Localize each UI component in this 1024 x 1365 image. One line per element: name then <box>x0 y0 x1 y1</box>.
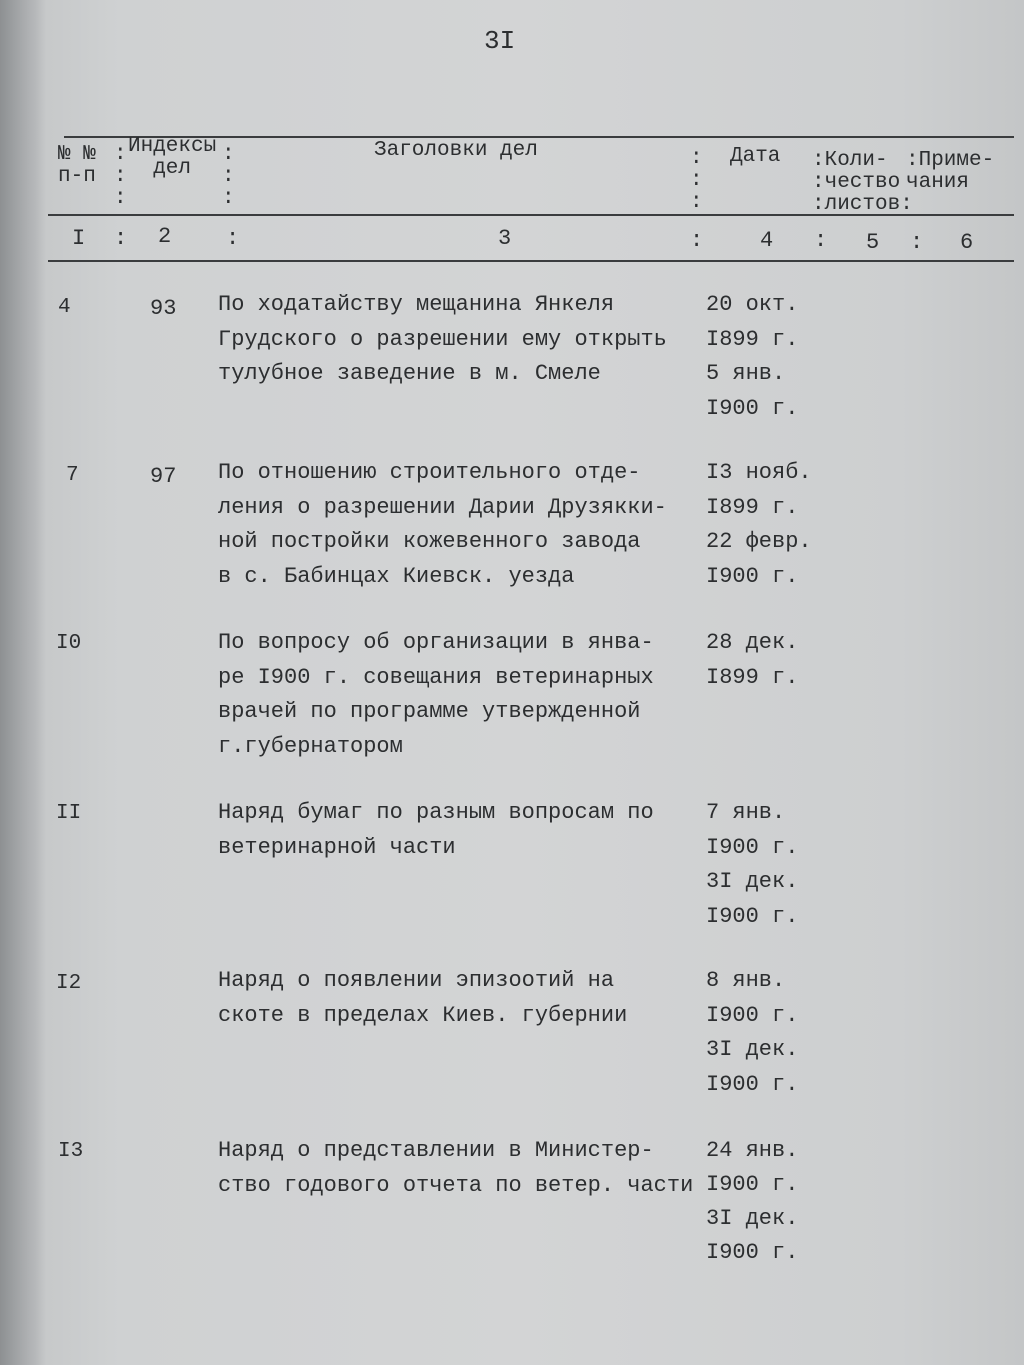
row-title: Наряд о появлении эпизоотий на скоте в пределах Киев. губернии <box>218 968 628 1028</box>
row-number: I0 <box>56 632 82 655</box>
column-number-1: I <box>72 226 86 251</box>
row-date: 28 дек. I899 г. <box>706 630 799 690</box>
header-date: Дата <box>730 145 781 168</box>
row-title: По вопросу об организации в янва- ре I900 г. совещания ветеринарных врачей по программе утвержденной г.губернатором <box>218 630 654 759</box>
header-indexes: Индексы дел <box>128 135 217 180</box>
column-number-separator: : <box>910 230 924 255</box>
column-number-separator: : <box>226 226 240 251</box>
row-number: II <box>56 802 82 825</box>
row-title: Наряд бумаг по разным вопросам по ветеринарной части <box>218 800 654 860</box>
column-number-3: 3 <box>498 226 512 251</box>
header-notes: :Приме- чания <box>906 149 995 194</box>
column-numbers-rule <box>48 260 1014 262</box>
row-number: I3 <box>58 1140 84 1163</box>
row-date: 8 янв. I900 г. 3I дек. I900 г. <box>706 968 799 1097</box>
row-number: I2 <box>56 972 82 995</box>
column-number-5: 5 <box>866 230 880 255</box>
page-number: 3I <box>484 26 516 56</box>
row-number: 7 <box>66 464 79 487</box>
row-title: По ходатайству мещанина Янкеля Грудского о разрешении ему открыть тулубное заведение в м. Смеле <box>218 292 667 386</box>
column-number-separator: : <box>114 226 128 251</box>
row-date: 24 янв. I900 г. 3I дек. I900 г. <box>706 1138 799 1265</box>
column-number-separator: : <box>690 228 704 253</box>
header-titles: Заголовки дел <box>374 139 538 162</box>
row-index: 97 <box>150 464 177 489</box>
header-separator-1: : : : <box>114 143 127 210</box>
book-spine-shadow <box>0 0 46 1365</box>
row-title: По отношению строительного отде- ления о разрешении Дарии Друзякки- ной постройки кожевенного завода в с. Бабинцах Киевск. уезда <box>218 460 667 589</box>
header-separator-3: : : : <box>690 147 703 214</box>
header-sheet-count: :Коли- :чество :листов: <box>812 149 913 216</box>
column-number-2: 2 <box>158 224 172 249</box>
column-number-6: 6 <box>960 230 974 255</box>
header-separator-2: : : : <box>222 143 235 210</box>
row-date: 20 окт. I899 г. 5 янв. I900 г. <box>706 292 799 421</box>
column-number-separator: : <box>814 228 828 253</box>
header-row-number: № № п-п <box>58 143 96 188</box>
column-number-4: 4 <box>760 228 774 253</box>
row-date: 7 янв. I900 г. 3I дек. I900 г. <box>706 800 799 929</box>
row-date: I3 нояб. I899 г. 22 февр. I900 г. <box>706 460 812 589</box>
row-index: 93 <box>150 296 177 321</box>
row-number: 4 <box>58 296 71 319</box>
row-title: Наряд о представлении в Министер- ство годового отчета по ветер. части <box>218 1138 694 1198</box>
